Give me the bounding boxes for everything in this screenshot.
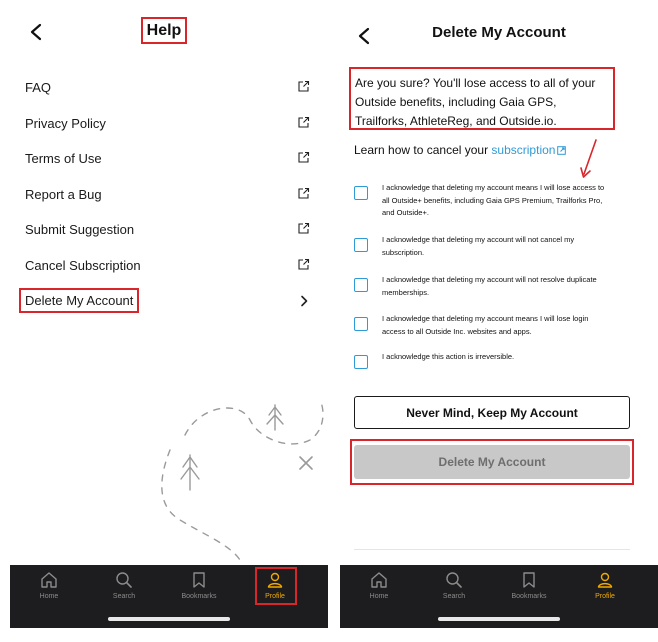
tab-bookmarks[interactable] [171, 565, 227, 613]
menu-item-label: Submit Suggestion [25, 222, 135, 238]
search-icon [445, 571, 463, 589]
chevron-right-icon [300, 295, 308, 307]
acknowledge-row [354, 313, 644, 351]
acknowledge-checkbox[interactable] [354, 317, 368, 331]
subscription-link[interactable]: subscription [491, 143, 556, 157]
profile-tab-highlight [255, 567, 297, 605]
warning-message: Are you sure? You'll lose access to all of your Outside benefits, including Gaia GPS, Trailforks, AthleteReg, and Outside.io. [349, 67, 615, 130]
acknowledge-text: I acknowledge that deleting my account will not cancel my subscription. [382, 235, 575, 257]
external-link-icon [297, 116, 310, 129]
acknowledge-checkbox[interactable] [354, 238, 368, 252]
menu-item-label: Delete My Account [19, 288, 139, 313]
home-icon [370, 571, 388, 589]
learn-cancel-text [354, 143, 566, 157]
external-link-icon [297, 151, 310, 164]
external-link-icon [557, 146, 566, 155]
menu-item-label: Report a Bug [25, 186, 102, 202]
tab-label: Bookmarks [511, 593, 547, 600]
acknowledge-checkbox[interactable] [354, 278, 368, 292]
tab-label: Profile [595, 593, 615, 600]
menu-item-submit-suggestion[interactable] [10, 212, 328, 248]
chevron-left-icon [29, 23, 43, 41]
tab-label: Search [442, 593, 466, 600]
tab-home[interactable] [21, 565, 77, 613]
tab-label: Profile [265, 593, 285, 600]
tab-bar [10, 565, 328, 628]
acknowledge-row [354, 234, 644, 274]
tab-label: Home [39, 593, 59, 600]
page-title: Help [141, 17, 187, 44]
bookmark-icon [520, 571, 538, 589]
external-link-icon [297, 258, 310, 271]
profile-icon [596, 571, 614, 589]
back-button[interactable] [24, 18, 48, 46]
acknowledge-row [354, 351, 644, 375]
page-title: Delete My Account [432, 24, 566, 41]
menu-item-label: Terms of Use [25, 151, 102, 167]
acknowledge-text: I acknowledge this action is irreversible. [382, 352, 515, 361]
delete-account-screen [340, 0, 658, 642]
menu-item-label: Cancel Subscription [25, 257, 141, 273]
tab-home[interactable] [351, 565, 407, 613]
acknowledge-text: I acknowledge that deleting my account means I will lose login access to all Outside Inc. websites and apps. [382, 314, 589, 336]
acknowledge-checkbox[interactable] [354, 186, 368, 200]
menu-item-privacy-policy[interactable] [10, 106, 328, 142]
menu-item-cancel-subscription[interactable] [10, 248, 328, 284]
divider [354, 549, 630, 550]
search-icon [115, 571, 133, 589]
tab-label: Home [369, 593, 389, 600]
menu-item-terms-of-use[interactable] [10, 141, 328, 177]
trail-map-illustration-icon [150, 395, 328, 565]
external-link-icon [297, 187, 310, 200]
menu-item-faq[interactable] [10, 70, 328, 106]
tab-search[interactable] [96, 565, 152, 613]
menu-item-label: Privacy Policy [25, 115, 106, 131]
acknowledge-text: I acknowledge that deleting my account will not resolve duplicate memberships. [382, 275, 597, 297]
menu-item-delete-account[interactable] [10, 283, 328, 319]
external-link-icon [297, 222, 310, 235]
acknowledge-text: I acknowledge that deleting my account means I will lose access to all Outside+ benefits, including Gaia GPS Premium, Trailforks Pro, and Outside+. [382, 183, 605, 217]
tab-profile[interactable] [577, 565, 633, 613]
home-indicator [108, 617, 230, 621]
home-indicator [438, 617, 560, 621]
acknowledge-row [354, 274, 644, 313]
tab-search[interactable] [426, 565, 482, 613]
tab-bar [340, 565, 658, 628]
menu-item-report-bug[interactable] [10, 177, 328, 213]
acknowledgement-list [354, 182, 644, 375]
help-screen [10, 0, 328, 642]
annotation-arrow-icon [578, 138, 600, 180]
tab-bookmarks[interactable] [501, 565, 557, 613]
acknowledge-row [354, 182, 644, 234]
external-link-icon [297, 80, 310, 93]
tab-label: Search [112, 593, 136, 600]
help-menu [10, 70, 328, 319]
acknowledge-checkbox[interactable] [354, 355, 368, 369]
keep-account-button[interactable]: Never Mind, Keep My Account [354, 396, 630, 429]
menu-item-label: FAQ [25, 80, 52, 96]
tab-label: Bookmarks [181, 593, 217, 600]
bookmark-icon [190, 571, 208, 589]
learn-prefix: Learn how to cancel your [354, 143, 492, 157]
home-icon [40, 571, 58, 589]
delete-account-button[interactable]: Delete My Account [354, 445, 630, 479]
